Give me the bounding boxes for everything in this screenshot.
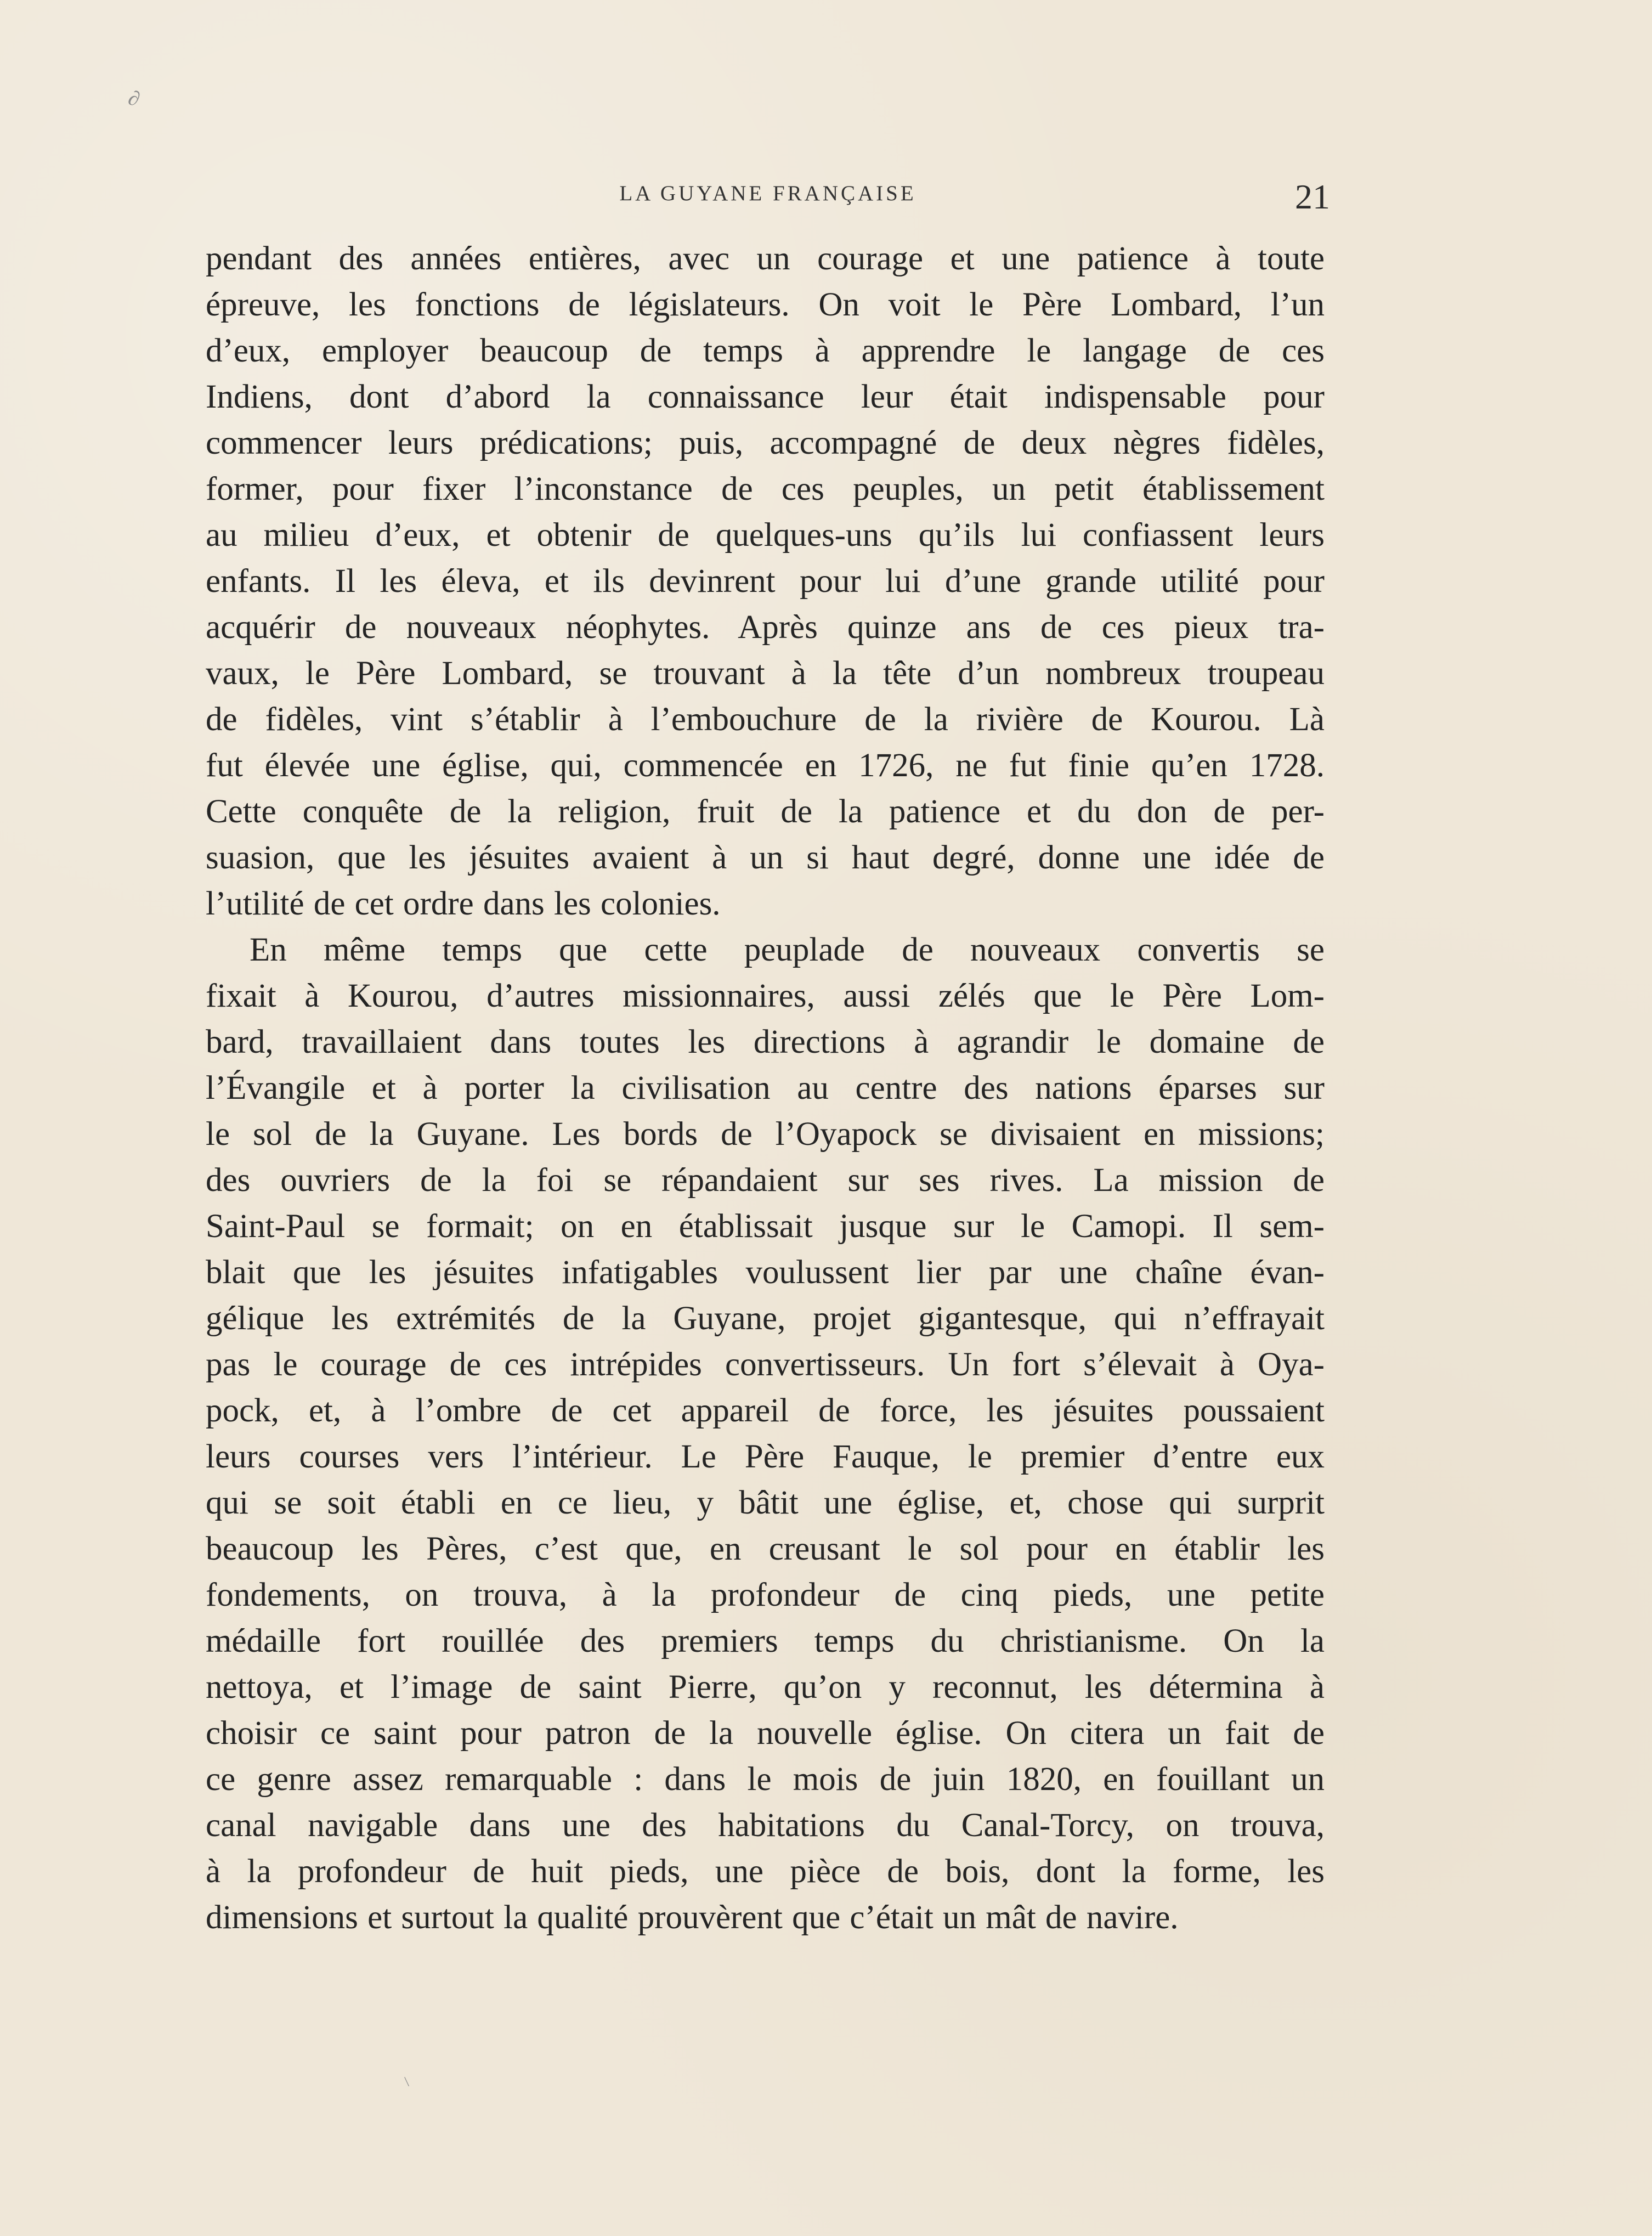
text-line: blait que les jésuites infatigables voulussent lier par une chaîne évan- [206, 1254, 1325, 1291]
text-line: de fidèles, vint s’établir à l’embouchure de la rivière de Kourou. Là [206, 701, 1325, 738]
text-line: acquérir de nouveaux néophytes. Après quinze ans de ces pieux tra- [206, 609, 1325, 646]
text-line: des ouvriers de la foi se répandaient sur ses rives. La mission de [206, 1162, 1325, 1199]
main-text [206, 236, 1325, 1941]
text-line: d’eux, employer beaucoup de temps à apprendre le langage de ces [206, 332, 1325, 369]
text-line: à la profondeur de huit pieds, une pièce de bois, dont la forme, les [206, 1853, 1325, 1890]
running-title: LA GUYANE FRANÇAISE [619, 182, 916, 205]
text-line: vaux, le Père Lombard, se trouvant à la tête d’un nombreux troupeau [206, 655, 1325, 692]
paragraph-first-line: En même temps que cette peuplade de nouveaux convertis se [250, 931, 1325, 968]
text-line: leurs courses vers l’intérieur. Le Père Fauque, le premier d’entre eux [206, 1438, 1325, 1475]
text-line: nettoya, et l’image de saint Pierre, qu’on y reconnut, les détermina à [206, 1669, 1325, 1706]
text-line: fut élevée une église, qui, commencée en 1726, ne fut finie qu’en 1728. [206, 747, 1325, 784]
paragraph-ending-line: l’utilité de cet ordre dans les colonies. [206, 885, 721, 922]
top-margin-mark: ∂ [125, 86, 143, 111]
text-line: Indiens, dont d’abord la connaissance leur était indispensable pour [206, 379, 1325, 415]
bottom-margin-mark: \ [404, 2073, 410, 2090]
text-line: former, pour fixer l’inconstance de ces peuples, un petit établissement [206, 471, 1325, 507]
text-line: pas le courage de ces intrépides convertisseurs. Un fort s’élevait à Oya- [206, 1346, 1325, 1383]
text-line: beaucoup les Pères, c’est que, en creusant le sol pour en établir les [206, 1531, 1325, 1567]
text-line: Saint-Paul se formait; on en établissait jusque sur le Camopi. Il sem- [206, 1208, 1325, 1245]
text-line: bard, travaillaient dans toutes les directions à agrandir le domaine de [206, 1024, 1325, 1060]
text-line: qui se soit établi en ce lieu, y bâtit une église, et, chose qui surprit [206, 1484, 1325, 1521]
text-line: enfants. Il les éleva, et ils devinrent pour lui d’une grande utilité pour [206, 563, 1325, 600]
text-line: choisir ce saint pour patron de la nouvelle église. On citera un fait de [206, 1715, 1325, 1752]
text-line: pendant des années entières, avec un courage et une patience à toute [206, 240, 1325, 277]
text-line: Cette conquête de la religion, fruit de la patience et du don de per- [206, 793, 1325, 830]
text-line: pock, et, à l’ombre de cet appareil de force, les jésuites poussaient [206, 1392, 1325, 1429]
text-line: canal navigable dans une des habitations du Canal-Torcy, on trouva, [206, 1807, 1325, 1844]
text-line: gélique les extrémités de la Guyane, projet gigantesque, qui n’effrayait [206, 1300, 1325, 1337]
page-number: 21 [1295, 177, 1330, 216]
text-line: commencer leurs prédications; puis, accompagné de deux nègres fidèles, [206, 425, 1325, 461]
paragraph-ending-line: dimensions et surtout la qualité prouvèrent que c’était un mât de navire. [206, 1899, 1179, 1936]
text-line: au milieu d’eux, et obtenir de quelques-uns qu’ils lui confiassent leurs [206, 517, 1325, 554]
text-line: le sol de la Guyane. Les bords de l’Oyapock se divisaient en missions; [206, 1116, 1325, 1153]
text-line: médaille fort rouillée des premiers temps du christianisme. On la [206, 1623, 1325, 1659]
text-line: l’Évangile et à porter la civilisation au centre des nations éparses sur [206, 1070, 1325, 1106]
text-line: fixait à Kourou, d’autres missionnaires, aussi zélés que le Père Lom- [206, 978, 1325, 1014]
text-line: épreuve, les fonctions de législateurs. On voit le Père Lombard, l’un [206, 286, 1325, 323]
text-line: fondements, on trouva, à la profondeur de cinq pieds, une petite [206, 1577, 1325, 1613]
text-line: ce genre assez remarquable : dans le mois de juin 1820, en fouillant un [206, 1761, 1325, 1798]
running-header [206, 177, 1330, 215]
text-line: suasion, que les jésuites avaient à un si haut degré, donne une idée de [206, 839, 1325, 876]
